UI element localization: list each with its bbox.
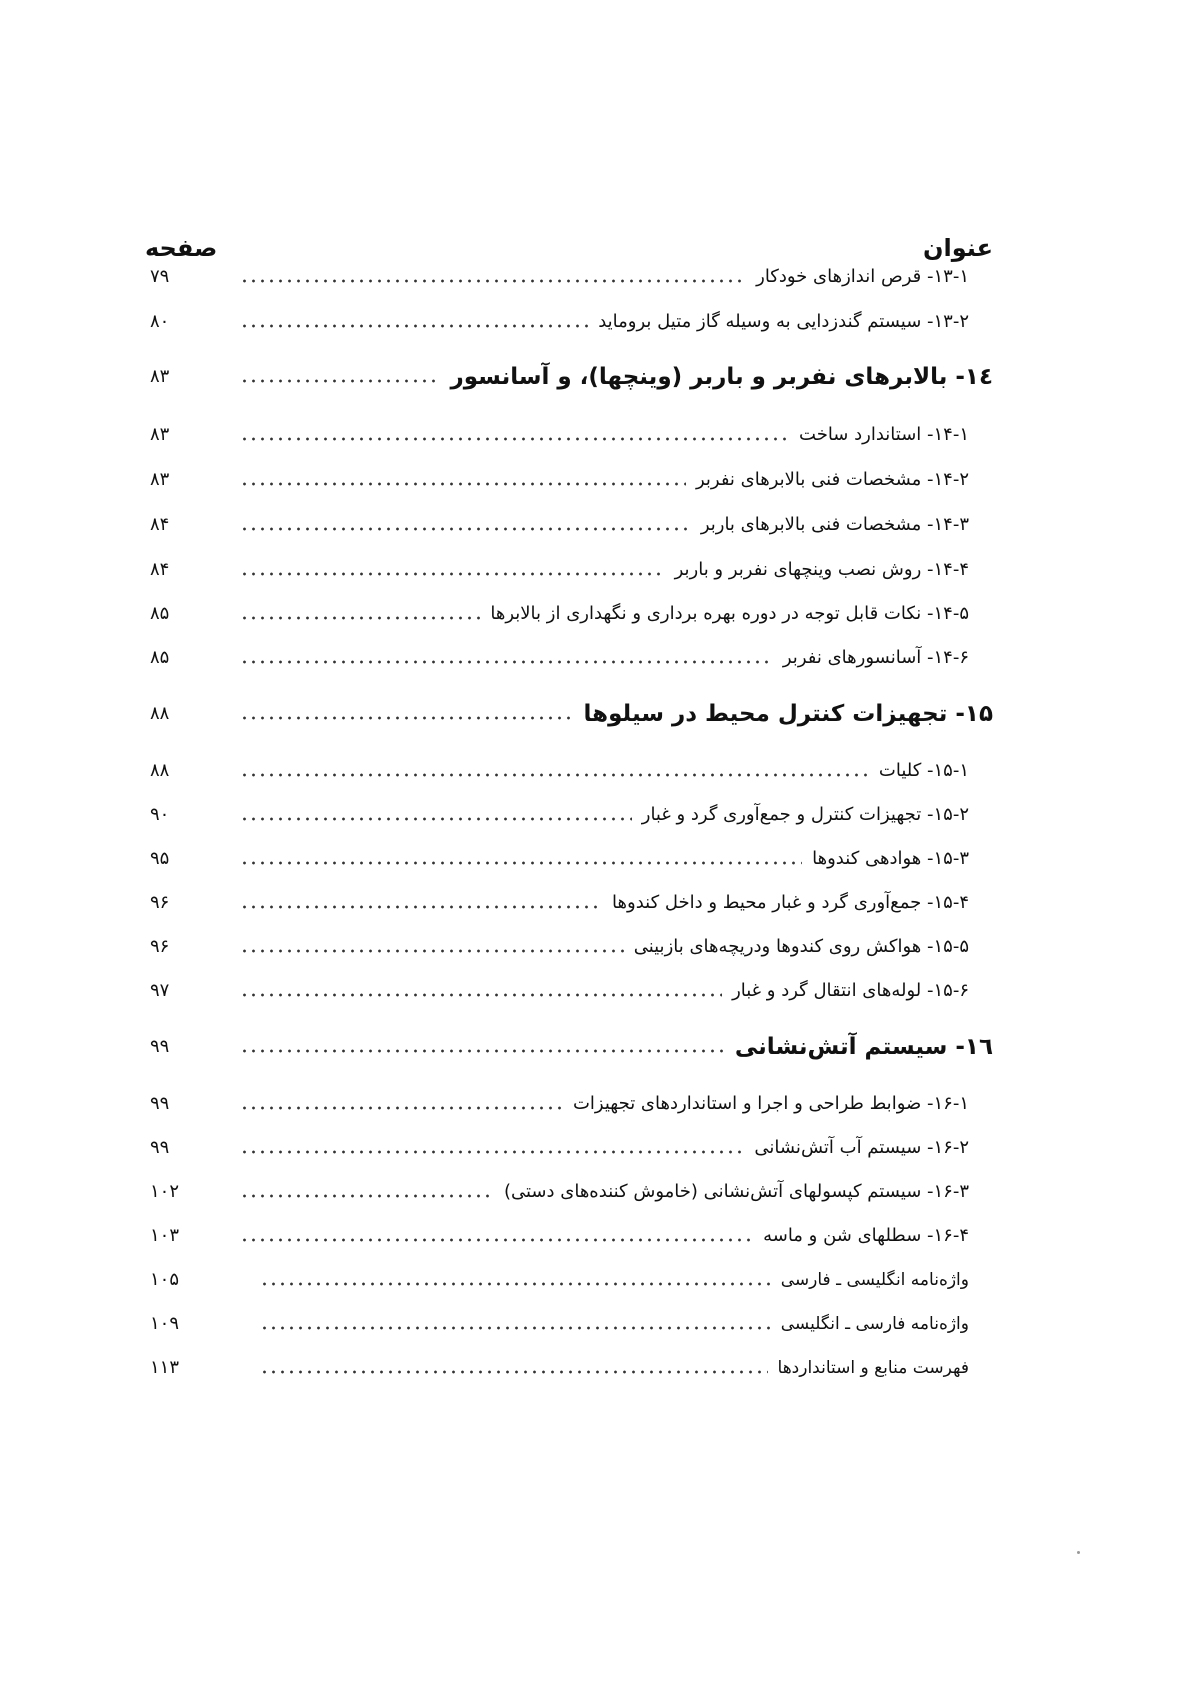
title-column-header: عنوان: [923, 234, 993, 262]
toc-entry-title: ۱۶-۳- سیستم کپسولهای آتش‌نشانی (خاموش کننده‌های دستی): [503, 1181, 969, 1202]
dot-leader: [240, 713, 574, 723]
toc-entry-line: [240, 754, 969, 788]
toc-page-number: ۸۳: [150, 424, 170, 445]
toc-page-number: ۱۱۳: [150, 1357, 180, 1378]
dot-leader: [260, 1279, 771, 1289]
toc-entry-line: [240, 842, 969, 876]
toc-entry-title: ۱۵-۴- جمع‌آوری گرد و غبار محیط و داخل کندوها: [612, 892, 969, 913]
toc-section-row: [150, 305, 993, 339]
toc-entry-title: ۱۵-۶- لوله‌های انتقال گرد و غبار: [732, 980, 969, 1001]
toc-section-row: [150, 754, 993, 788]
dot-leader: [240, 434, 789, 444]
toc-section-row: [150, 1175, 993, 1209]
toc-page-number: ۸۴: [150, 514, 170, 535]
toc-page-number: ۱۰۹: [150, 1313, 180, 1334]
toc-chapter-row: [150, 360, 993, 394]
toc-entry-line: [240, 1263, 969, 1297]
toc-section-row: [150, 508, 993, 542]
toc-section-row: [150, 842, 993, 876]
toc-page-number: ۹۶: [150, 936, 170, 957]
toc-section-row: [150, 886, 993, 920]
toc-page-number: ۹۵: [150, 848, 170, 869]
page-column-header: صفحه: [145, 234, 218, 262]
toc-entry-line: [240, 1219, 969, 1253]
toc-entry-line: [240, 886, 969, 920]
toc-page-number: ۹۷: [150, 980, 170, 1001]
toc-section-row: [150, 974, 993, 1008]
toc-entry-line: [240, 360, 993, 394]
toc-entry-title: ۱۵-۱- کلیات: [878, 760, 969, 781]
toc-entry-title: ۱۴-۴- روش نصب وینچهای نفربر و باربر: [674, 559, 969, 580]
toc-entry-title: ۱۳-۲- سیستم گندزدایی به وسیله گاز متیل برومايد: [598, 311, 969, 332]
toc-backmatter-row: [150, 1307, 993, 1341]
dot-leader: [240, 946, 624, 956]
dot-leader: [240, 814, 632, 824]
dot-leader: [240, 479, 686, 489]
toc-entry-line: [240, 798, 969, 832]
toc-entry-line: [240, 305, 969, 339]
toc-section-row: [150, 1131, 993, 1165]
toc-chapter-row: [150, 697, 993, 731]
dot-leader: [260, 1367, 768, 1377]
dot-leader: [240, 657, 773, 667]
toc-entry-title: ۱۴-۶- آسانسورهای نفربر: [782, 647, 969, 668]
dot-leader: [240, 276, 746, 286]
toc-entry-line: [240, 930, 969, 964]
toc-entry-line: [240, 1307, 969, 1341]
dot-leader: [240, 613, 480, 623]
toc-backmatter-row: [150, 1263, 993, 1297]
toc-entry-title: ۱۵-۳- هوادهی کندوها: [812, 848, 969, 869]
dot-leader: [260, 1323, 771, 1333]
dot-leader: [240, 1103, 563, 1113]
toc-entry-title: ۱۶-۲- سیستم آب آتش‌نشانی: [754, 1137, 969, 1158]
toc-section-row: [150, 930, 993, 964]
toc-entry-line: [240, 1175, 969, 1209]
toc-section-row: [150, 641, 993, 675]
dot-leader: [240, 770, 869, 780]
toc-entry-line: [240, 553, 969, 587]
toc-entry-title: ۱۴-۵- نکات قابل توجه در دوره بهره برداری و نگهداری از بالابرها: [490, 603, 969, 624]
toc-entry-line: [240, 1030, 993, 1064]
dot-leader: [240, 1046, 725, 1056]
toc-page-number: ۱۰۵: [150, 1269, 180, 1290]
toc-entry-line: [240, 1087, 969, 1121]
toc-entry-title: ١٦- سیستم آتش‌نشانی: [734, 1034, 993, 1060]
toc-section-row: [150, 798, 993, 832]
toc-entry-title: ۱۴-۱- استاندارد ساخت: [799, 424, 969, 445]
toc-page-number: ۹۰: [150, 804, 170, 825]
toc-entry-line: [240, 418, 969, 452]
dot-leader: [240, 1147, 744, 1157]
toc-entry-title: ۱۵- تجهیزات کنترل محیط در سیلوها: [583, 701, 993, 727]
dot-leader: [240, 524, 691, 534]
toc-page-number: ۹۹: [150, 1137, 170, 1158]
toc-entry-title: واژه‌نامه انگلیسی ـ فارسی: [780, 1270, 969, 1290]
toc-entry-line: [240, 641, 969, 675]
scan-speck: [1077, 1551, 1080, 1554]
toc-entry-line: [240, 597, 969, 631]
toc-section-row: [150, 260, 993, 294]
toc-section-row: [150, 463, 993, 497]
toc-entry-title: واژه‌نامه فارسی ـ انگلیسی: [780, 1314, 969, 1334]
dot-leader: [240, 858, 802, 868]
toc-entry-line: [240, 463, 969, 497]
toc-chapter-row: [150, 1030, 993, 1064]
dot-leader: [240, 376, 441, 386]
toc-entry-line: [240, 697, 993, 731]
toc-entry-title: ١٤- بالابرهای نفربر و باربر (وینچها)، و آسانسور: [450, 364, 993, 390]
toc-page-number: ۸۵: [150, 647, 170, 668]
toc-entry-title: فهرست منابع و استانداردها: [777, 1358, 969, 1378]
dot-leader: [240, 902, 602, 912]
toc-page-number: ۸۴: [150, 559, 170, 580]
toc-entry-title: ۱۶-۱- ضوابط طراحی و اجرا و استانداردهای تجهیزات: [572, 1093, 969, 1114]
toc-entry-line: [240, 260, 969, 294]
dot-leader: [240, 990, 722, 1000]
toc-entry-title: ۱۵-۵- هواکش روی کندوها ودریچه‌های بازبینی: [633, 936, 969, 957]
toc-entry-title: ۱۶-۴- سطلهای شن و ماسه: [763, 1225, 969, 1246]
toc-entry-line: [240, 1351, 969, 1385]
toc-section-row: [150, 418, 993, 452]
toc-section-row: [150, 1087, 993, 1121]
toc-entry-title: ۱۴-۲- مشخصات فنی بالابرهای نفربر: [695, 469, 969, 490]
toc-page-number: ۷۹: [150, 266, 170, 287]
toc-section-row: [150, 1219, 993, 1253]
toc-backmatter-row: [150, 1351, 993, 1385]
dot-leader: [240, 569, 665, 579]
toc-section-row: [150, 553, 993, 587]
toc-entry-title: ۱۵-۲- تجهیزات کنترل و جمع‌آوری گرد و غبار: [641, 804, 969, 825]
dot-leader: [240, 1235, 753, 1245]
toc-entry-line: [240, 974, 969, 1008]
toc-entry-title: ۱۳-۱- قرص اندازهای خودکار: [756, 266, 969, 287]
toc-page-number: ۸۸: [150, 760, 170, 781]
dot-leader: [240, 321, 588, 331]
toc-page-number: ۸۳: [150, 366, 170, 387]
toc-page-number: ۱۰۳: [150, 1225, 180, 1246]
toc-entry-line: [240, 508, 969, 542]
toc-entry-line: [240, 1131, 969, 1165]
toc-page-number: ۹۶: [150, 892, 170, 913]
dot-leader: [240, 1191, 494, 1201]
toc-page-number: ۸۵: [150, 603, 170, 624]
toc-page-number: ۹۹: [150, 1036, 170, 1057]
toc-page-number: ۱۰۲: [150, 1181, 180, 1202]
toc-section-row: [150, 597, 993, 631]
toc-page-number: ۸۰: [150, 311, 170, 332]
toc-page-number: ۸۸: [150, 703, 170, 724]
toc-page-number: ۹۹: [150, 1093, 170, 1114]
toc-entry-title: ۱۴-۳- مشخصات فنی بالابرهای باربر: [700, 514, 969, 535]
toc-page-number: ۸۳: [150, 469, 170, 490]
